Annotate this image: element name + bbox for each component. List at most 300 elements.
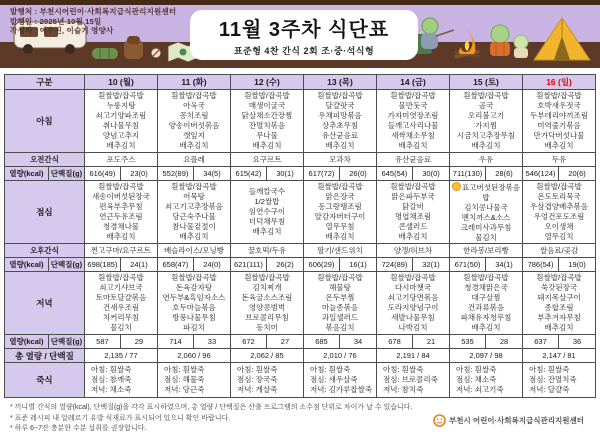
menu-item: 2,097 / 98 — [469, 351, 503, 360]
menu-item: 취나물무침 — [102, 121, 140, 130]
menu-item: 열무무침 — [325, 222, 355, 231]
menu-item: 쇠고기샤브국 — [99, 283, 143, 292]
value-cell: 20(6) — [559, 167, 596, 181]
menu-item: 딸기/샌드위치 — [317, 246, 363, 255]
compass-icon — [151, 48, 161, 58]
menu-item: 배추김치 — [325, 141, 355, 150]
menu-item: 흰쌀밥/잡곡밥 — [171, 273, 217, 282]
menu-item: 돈육굴소스조림 — [241, 293, 293, 302]
menu-item: 저녁: 당근죽 — [163, 385, 205, 394]
value-cell: 546(124) — [523, 167, 559, 181]
value-cell: 645(54) — [377, 167, 413, 181]
day-header: 16 (일) — [523, 75, 596, 90]
menu-item: 배추김치 — [398, 232, 428, 241]
menu-cell — [303, 272, 376, 335]
menu-item: 저녁: 채소죽 — [90, 385, 132, 394]
menu-item: 아침: 흰쌀죽 — [309, 365, 351, 374]
menu-cell — [450, 90, 523, 153]
menu-cell — [157, 349, 230, 363]
menu-cell — [523, 90, 596, 153]
menu-item: 아욱국 — [183, 101, 205, 110]
menu-item: 동치미 — [256, 323, 278, 332]
menu-item: 콘샐러드 — [398, 222, 428, 231]
menu-item: 찐고구마/요구르트 — [90, 246, 151, 255]
menu-item: 포도주스 — [106, 155, 136, 164]
menu-item: 양송이버섯볶음 — [168, 121, 220, 130]
menu-cell — [377, 272, 450, 335]
menu-table — [4, 74, 596, 398]
protein-label: 단백질(g) — [48, 167, 84, 181]
menu-item: 요플레 — [183, 155, 205, 164]
menu-item: 아침: 흰쌀죽 — [236, 365, 278, 374]
menu-item: 흰쌀밥/잡곡밥 — [536, 91, 582, 100]
menu-item: 배추김치 — [179, 141, 209, 150]
menu-item: 토마토달걀볶음 — [95, 293, 147, 302]
menu-item: 흰쌀밥/잡곡밥 — [536, 182, 582, 191]
menu-item: 더덕채무침 — [248, 217, 286, 226]
menu-cell — [84, 90, 157, 153]
menu-item: 대구살찜 — [471, 293, 501, 302]
menu-item: 세발나물무침 — [391, 313, 435, 322]
menu-item: 편육부추무침 — [99, 202, 143, 211]
menu-item: 파채유자청무침 — [460, 313, 512, 322]
menu-item: 들깨칼국수 — [248, 187, 286, 196]
value-cell: 21 — [413, 335, 450, 349]
menu-item: 오리불고기 — [467, 111, 505, 120]
menu-item: 종합조림 — [544, 303, 574, 312]
menu-item: 가지찜 — [475, 121, 497, 130]
value-cell: 26(2) — [266, 258, 303, 272]
menu-item: 배추김치 — [325, 232, 355, 241]
publisher-line: 발행처 : 부천시어린이·사회복지급식관리지원센터 — [10, 7, 177, 16]
value-cell: 587 — [84, 335, 120, 349]
value-cell: 24(0) — [193, 258, 230, 272]
menu-item: 흰쌀밥/잡곡밥 — [98, 273, 144, 282]
menu-item: 영양콩범벅 — [248, 303, 286, 312]
value-cell: 19(0) — [559, 258, 596, 272]
menu-cell — [157, 90, 230, 153]
menu-item: 멘치까스&소스 — [461, 212, 511, 222]
menu-item: 곰국 — [478, 101, 494, 110]
menu-cell — [303, 181, 376, 244]
menu-item: 점심: 채소죽 — [456, 375, 497, 384]
menu-item: 흰쌀밥/잡곡밥 — [390, 182, 436, 191]
smile-badge-icon — [452, 182, 461, 191]
value-cell: 615(42) — [230, 167, 266, 181]
menu-item: 흰쌀밥/잡곡밥 — [171, 182, 217, 191]
menu-cell — [523, 363, 596, 398]
title-box — [190, 10, 418, 60]
value-cell: 606(29) — [303, 258, 339, 272]
value-cell: 26(0) — [339, 167, 376, 181]
menu-item: 연근두유조림 — [99, 212, 143, 221]
menu-item: 두유 — [551, 155, 567, 164]
menu-item: 온두부찜 — [325, 293, 355, 302]
value-cell: 30(0) — [413, 167, 450, 181]
value-cell: 32(1) — [413, 258, 450, 272]
menu-item: 들깨고사리나물 — [387, 121, 439, 130]
value-cell: 28 — [486, 335, 523, 349]
footnote-line: * 끼니별 간식의 열량(kcal), 단백질(g)을 각각 표시하였으며, 총 열량 / 단백질은 산출 프로그램의 소수점 단위로 차이가 날 수 있습니다. — [10, 404, 413, 411]
menu-item: 오이생채 — [544, 222, 574, 231]
value-cell: 714 — [157, 335, 193, 349]
menu-item: 양갱/허브차 — [393, 246, 433, 255]
menu-item: 아침: 흰쌀죽 — [529, 365, 570, 374]
menu-item: 요구르트 — [252, 155, 282, 164]
menu-item: 과일샐러드 — [321, 313, 359, 322]
menu-item: 배슬라이스/모닝빵 — [163, 246, 224, 255]
value-cell: 535 — [450, 335, 486, 349]
value-cell: 637 — [523, 335, 559, 349]
menu-item: 청경채맑은국 — [464, 283, 508, 292]
menu-cell — [303, 90, 376, 153]
value-cell: 552(89) — [157, 167, 193, 181]
menu-item: 유산균음료 — [321, 131, 359, 140]
menu-item: 상추초무침 — [321, 121, 359, 130]
day-header: 10 (월) — [84, 75, 157, 90]
menu-item: 명엽채조림 — [394, 212, 432, 221]
menu-item: 연두부&흑임자소스 — [162, 293, 226, 302]
menu-cell — [303, 153, 376, 167]
kcal-label: 열량(kcal) — [4, 335, 48, 349]
menu-item: 방풍나물무침 — [172, 313, 216, 322]
menu-item: 한라봉/보리빵 — [463, 246, 509, 255]
menu-item: 누룽지탕 — [106, 101, 136, 110]
banner — [0, 0, 600, 68]
menu-item: 2,062 / 85 — [250, 351, 284, 360]
menu-item: 맑은장국 — [325, 192, 355, 201]
menu-item: 두부데리야끼조림 — [530, 111, 589, 120]
value-cell: 685 — [303, 335, 339, 349]
menu-item: 어묵탕 — [183, 192, 205, 201]
menu-item: 쌀음료/곶감 — [539, 246, 579, 255]
table-row — [4, 335, 595, 349]
table-row — [4, 181, 595, 244]
menu-item: 2,060 / 96 — [177, 351, 211, 360]
value-cell: 33 — [193, 335, 230, 349]
menu-cell — [303, 363, 376, 398]
menu-cell — [523, 272, 596, 335]
day-header: 12 (수) — [230, 75, 303, 90]
menu-item: 흰쌀밥/잡곡밥 — [98, 91, 144, 100]
menu-item: 건새우조림 — [102, 303, 140, 312]
tent-icon — [534, 18, 590, 60]
menu-item: 2,191 / 84 — [396, 351, 430, 360]
menu-item: 호박새우젓국 — [537, 101, 581, 110]
menu-item: 아침: 흰쌀죽 — [456, 365, 497, 374]
menu-item: 1/2쌀밥 — [254, 197, 280, 206]
sleeping-bag-icon — [92, 48, 118, 59]
value-cell: 34(1) — [486, 258, 523, 272]
menu-cell — [523, 153, 596, 167]
value-cell: 24(1) — [120, 258, 157, 272]
table-row — [4, 167, 595, 181]
menu-item: 아침: 흰쌀죽 — [90, 365, 132, 374]
menu-item: 저녁: 달걀죽 — [529, 385, 570, 394]
backpack-icon — [124, 36, 143, 59]
menu-item: 호두마늘볶음 — [172, 303, 216, 312]
table-row — [4, 153, 595, 167]
menu-cell — [157, 181, 230, 244]
menu-item: 닭갈비 — [402, 202, 424, 211]
menu-item: 매생이굴국 — [248, 101, 286, 110]
menu-item: 흰쌀밥/잡곡밥 — [536, 273, 582, 282]
menu-item: 건과류볶음 — [467, 303, 505, 312]
menu-item: 흰쌀밥/잡곡밥 — [244, 91, 290, 100]
menu-item: 흰쌀밥/잡곡밥 — [463, 273, 509, 282]
menu-item: 꽁치조림 — [179, 111, 209, 120]
value-cell: 27 — [266, 335, 303, 349]
menu-item: 저녁: 김가루찹쌀죽 — [309, 385, 373, 394]
table-row — [4, 349, 595, 363]
menu-item: 청경채나물 — [102, 222, 140, 231]
menu-item: 맑은파두부국 — [391, 192, 435, 201]
menu-table-body — [4, 90, 595, 398]
menu-cell — [377, 349, 450, 363]
row-label: 점심 — [4, 181, 84, 244]
value-cell: 16(1) — [339, 258, 376, 272]
org-name: 부천시 어린이·사회복지급식관리지원센터 — [449, 416, 584, 425]
menu-cell — [450, 363, 523, 398]
table-row — [4, 244, 595, 258]
menu-cell — [450, 349, 523, 363]
menu-item: 쇠고기양파조림 — [95, 111, 147, 120]
menu-item: 시금치고추장무침 — [457, 131, 515, 140]
value-cell: 29 — [120, 335, 157, 349]
menu-item: 크레미사과무침 — [460, 222, 512, 232]
menu-item: 임연수구이 — [248, 207, 286, 216]
menu-cell — [377, 244, 450, 258]
table-header-row — [4, 75, 595, 90]
menu-item: 브로콜리무침 — [245, 313, 289, 322]
menu-item: 배추김치 — [252, 141, 282, 150]
menu-item: 표고버섯된장볶음밥 — [450, 182, 522, 203]
publish-date-line: 발행일 : 2025년 10월 15일 — [10, 16, 102, 26]
kcal-label: 열량(kcal) — [4, 258, 48, 272]
menu-item: 점심: 잔멸치죽 — [529, 375, 577, 384]
footer — [0, 401, 600, 435]
menu-cell — [523, 181, 596, 244]
menu-cell — [230, 181, 303, 244]
menu-item: 부추겨자무침 — [537, 313, 581, 322]
menu-item: 볶음김치 — [325, 323, 355, 332]
menu-cell — [157, 153, 230, 167]
value-cell: 698(185) — [84, 258, 120, 272]
page-title: 11월 3주차 식단표 — [218, 19, 390, 41]
menu-item: 배추김치 — [471, 141, 501, 150]
menu-item: 물김치 — [110, 323, 132, 332]
kcal-label: 열량(kcal) — [4, 167, 48, 181]
menu-item: 도라지양념구이 — [387, 303, 439, 312]
menu-item: 배추김치 — [398, 141, 428, 150]
menu-cell — [303, 244, 376, 258]
menu-cell — [230, 153, 303, 167]
menu-item: 물김치 — [475, 232, 497, 242]
value-cell: 34(5) — [193, 167, 230, 181]
table-row — [4, 258, 595, 272]
menu-item: 흰쌀밥/잡곡밥 — [317, 273, 363, 282]
menu-item: 2,010 / 76 — [323, 351, 357, 360]
menu-item: 열무김치 — [544, 232, 574, 241]
protein-label: 단백질(g) — [48, 335, 84, 349]
row-label: 오후간식 — [4, 244, 84, 258]
menu-item: 배추김치 — [252, 227, 282, 236]
menu-item: 점심: 새우살죽 — [309, 375, 358, 384]
menu-item: 쇠고기고추장볶음 — [164, 202, 223, 211]
menu-item: 흰쌀밥/잡곡밥 — [98, 182, 144, 191]
menu-cell — [377, 153, 450, 167]
menu-item: 흰쌀밥/잡곡밥 — [463, 91, 509, 100]
menu-item: 우유 — [478, 155, 494, 164]
menu-item: 우엉건포도조림 — [533, 212, 585, 221]
menu-cell — [157, 244, 230, 258]
menu-item: 참나물겉절이 — [172, 222, 216, 231]
menu-cell — [377, 363, 450, 398]
menu-item: 배추김치 — [106, 232, 136, 241]
menu-item: 배추김치 — [471, 323, 501, 332]
menu-item: 흰쌀밥/잡곡밥 — [171, 91, 217, 100]
value-cell: 671(50) — [450, 258, 486, 272]
menu-item: 흰쌀밥/잡곡밥 — [390, 91, 436, 100]
menu-cell — [450, 272, 523, 335]
value-cell: 711(130) — [450, 167, 486, 181]
menu-item: 미역줄기볶음 — [537, 121, 581, 130]
menu-cell — [84, 244, 157, 258]
menu-item: 알감자버터구이 — [314, 212, 366, 221]
org-logo-icon — [433, 414, 446, 427]
menu-item: 동그랑땡조림 — [318, 202, 362, 211]
menu-cell — [84, 363, 157, 398]
menu-item: 온도토리묵국 — [537, 192, 581, 201]
menu-cell — [230, 363, 303, 398]
menu-item: 김치콩나물국 — [464, 202, 508, 212]
menu-item: 흰쌀밥/잡곡밥 — [244, 273, 290, 282]
day-header: 15 (토) — [450, 75, 523, 90]
menu-item: 저녁: 게살죽 — [236, 385, 278, 394]
table-row — [4, 363, 595, 398]
mascot-characters-icon — [490, 25, 528, 58]
menu-item: 돈육감자탕 — [175, 283, 213, 292]
page-subtitle: 표준형 4찬 간식 2회 조·중·석식형 — [233, 46, 375, 56]
value-cell: 678 — [377, 335, 413, 349]
author-line: 작성자 : 이수진, 이슬기 영양사 — [10, 26, 114, 35]
menu-item: 물만둣국 — [398, 101, 428, 110]
menu-item: 저녁: 쇠고기죽 — [456, 385, 504, 394]
value-cell: 672 — [230, 335, 266, 349]
menu-item: 저녁: 참치죽 — [383, 385, 424, 394]
value-cell: 23(0) — [120, 167, 157, 181]
menu-item: 흰쌀밥/잡곡밥 — [317, 91, 363, 100]
menu-cell — [377, 181, 450, 244]
menu-item: 해물탕 — [329, 283, 351, 292]
menu-cell — [377, 90, 450, 153]
day-header: 14 (금) — [377, 75, 450, 90]
menu-item: 김치찌개 — [252, 283, 282, 292]
menu-item: 깻잎지 — [183, 131, 205, 140]
value-cell: 616(49) — [84, 167, 120, 181]
day-header: 13 (목) — [303, 75, 376, 90]
protein-label: 단백질(g) — [48, 258, 84, 272]
menu-item: 새송이버섯된장국 — [91, 192, 150, 201]
menu-cell — [157, 272, 230, 335]
row-label: 저녁 — [4, 272, 84, 335]
menu-cell — [84, 272, 157, 335]
menu-cell — [303, 349, 376, 363]
menu-cell — [84, 349, 157, 363]
menu-item: 배추김치 — [179, 232, 209, 241]
menu-item: 양념고추지 — [102, 131, 140, 140]
menu-item: 쑥갓된장국 — [540, 283, 578, 292]
table-row — [4, 90, 595, 153]
menu-cell — [450, 244, 523, 258]
menu-cell — [230, 90, 303, 153]
menu-cell — [84, 181, 157, 244]
menu-item: 마늘종볶음 — [321, 303, 359, 312]
value-cell: 30(1) — [266, 167, 303, 181]
row-label: 죽식 — [4, 363, 84, 398]
menu-item: 흰쌀밥/잡곡밥 — [317, 182, 363, 191]
value-cell: 36 — [559, 335, 596, 349]
value-cell: 621(111) — [230, 258, 266, 272]
menu-item: 흰쌀밥/잡곡밥 — [390, 273, 436, 282]
row-label: 오전간식 — [4, 153, 84, 167]
row-label: 아침 — [4, 90, 84, 153]
menu-cell — [157, 363, 230, 398]
menu-item: 점심: 브로콜리죽 — [383, 375, 438, 384]
menu-cell — [523, 349, 596, 363]
menu-item: 다시마챗국 — [394, 283, 432, 292]
menu-cell — [230, 272, 303, 335]
menu-cell — [84, 153, 157, 167]
menu-item: 아침: 흰쌀죽 — [383, 365, 424, 374]
menu-item: 가자미엿장조림 — [387, 111, 439, 120]
value-cell: 724(89) — [377, 258, 413, 272]
menu-item: 무나물 — [256, 131, 278, 140]
day-header: 11 (화) — [157, 75, 230, 90]
menu-item: 잔멸치볶음 — [248, 121, 286, 130]
menu-item: 아침: 흰쌀죽 — [163, 365, 205, 374]
value-cell: 786(54) — [523, 258, 559, 272]
value-cell: 658(47) — [157, 258, 193, 272]
value-cell: 34 — [339, 335, 376, 349]
menu-item: 점심: 참깨죽 — [90, 375, 132, 384]
menu-item: 나박김치 — [398, 323, 428, 332]
corner-header: 구분 — [4, 75, 84, 90]
menu-item: 닭살채소간장찜 — [241, 111, 293, 120]
menu-item: 파김치 — [183, 323, 205, 332]
menu-item: 모과차 — [329, 155, 351, 164]
menu-item: 배추김치 — [544, 323, 574, 332]
menu-item: 달걀팟국 — [325, 101, 355, 110]
menu-cell — [230, 244, 303, 258]
menu-item: 2,135 / 77 — [104, 351, 138, 360]
menu-item: 만가닥버섯나물 — [533, 131, 585, 140]
menu-item: 2,147 / 81 — [542, 351, 576, 360]
footnote-line: * 하루 6~7잔 충분한 수분 섭취를 권장합니다. — [10, 425, 147, 432]
menu-item: 유산균음료 — [394, 155, 432, 164]
publication-meta — [10, 7, 176, 36]
menu-cell — [450, 153, 523, 167]
table-row — [4, 272, 595, 335]
menu-item: 우채피망볶음 — [318, 111, 362, 120]
menu-cell — [523, 244, 596, 258]
menu-item: 배추김치 — [106, 141, 136, 150]
value-cell: 617(72) — [303, 167, 339, 181]
value-cell: 28(6) — [486, 167, 523, 181]
row-label: 총 열량 / 단백질 — [4, 349, 84, 363]
org-signature — [433, 414, 584, 427]
menu-item: 돼지목살구이 — [537, 293, 581, 302]
